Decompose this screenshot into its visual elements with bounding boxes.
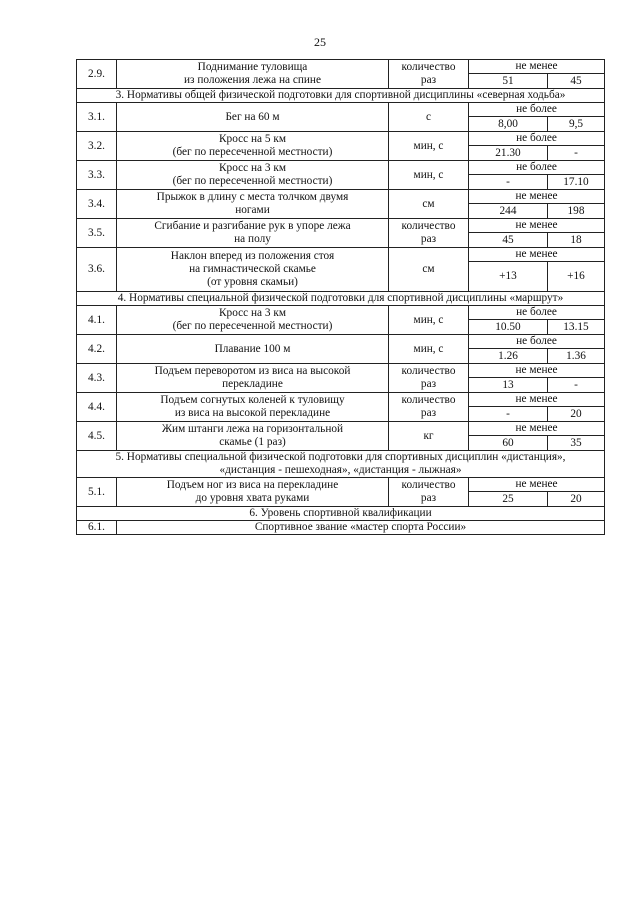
condition: не более — [469, 335, 605, 349]
cell-line: на полу — [234, 233, 271, 245]
unit — [389, 422, 469, 451]
unit — [389, 364, 469, 393]
unit — [389, 478, 469, 507]
norm-row — [77, 132, 605, 146]
row-number: 3.3. — [77, 161, 117, 190]
exercise-name — [117, 161, 389, 190]
section-header — [77, 292, 605, 306]
exercise-name — [117, 478, 389, 507]
norms-table — [76, 59, 605, 535]
value-male: +13 — [469, 262, 548, 292]
value-female: 13.15 — [548, 320, 605, 335]
norm-row — [77, 335, 605, 349]
value-female: 35 — [548, 436, 605, 451]
condition: не более — [469, 306, 605, 320]
condition: не менее — [469, 422, 605, 436]
condition: не более — [469, 103, 605, 117]
cell-line: Плавание 100 м — [214, 342, 291, 355]
unit — [389, 161, 469, 190]
value-male: 10.50 — [469, 320, 548, 335]
unit — [389, 335, 469, 364]
value-female: 20 — [548, 407, 605, 422]
cell-line: Кросс на 3 км — [219, 307, 286, 319]
page-number: 25 — [314, 35, 326, 49]
norm-row — [77, 190, 605, 204]
cell-line: Бег на 60 м — [225, 110, 280, 123]
cell-line: количество — [401, 479, 456, 491]
value-female: 1.36 — [548, 349, 605, 364]
value-male: 8,00 — [469, 117, 548, 132]
cell-line: Наклон вперед из положения стоя — [170, 250, 335, 262]
exercise-name — [117, 190, 389, 219]
norm-row — [77, 478, 605, 492]
row-number: 3.2. — [77, 132, 117, 161]
cell-line: (бег по пересеченной местности) — [172, 175, 333, 187]
condition: не более — [469, 132, 605, 146]
value-male: 51 — [469, 74, 548, 89]
section-title — [77, 451, 605, 478]
value-male: 13 — [469, 378, 548, 393]
norm-row — [77, 219, 605, 233]
cell-line: Подъем ног из виса на перекладине — [166, 479, 339, 491]
cell-line: на гимнастической скамье — [189, 263, 316, 275]
cell-line: количество — [401, 220, 456, 232]
exercise-name — [117, 422, 389, 451]
unit — [389, 306, 469, 335]
qualification-text: Спортивное звание «мастер спорта России» — [117, 521, 605, 535]
exercise-name — [117, 132, 389, 161]
cell-line: из виса на высокой перекладине — [174, 407, 331, 419]
cell-line: Подъем переворотом из виса на высокой — [154, 365, 351, 377]
cell-line: количество — [401, 365, 456, 377]
norm-row — [77, 422, 605, 436]
cell-line: Прыжок в длину с места толчком двумя — [156, 191, 349, 203]
unit — [389, 219, 469, 248]
section-title: 6. Уровень спортивной квалификации — [77, 507, 605, 521]
norm-row — [77, 393, 605, 407]
cell-line: скамье (1 раз) — [219, 436, 286, 448]
cell-line: 5. Нормативы специальной физической подготовки для спортивных дисциплин «дистанция», — [115, 451, 566, 463]
cell-line: количество — [401, 394, 456, 406]
value-male: 244 — [469, 204, 548, 219]
cell-line: раз — [420, 233, 437, 245]
value-female: 18 — [548, 233, 605, 248]
row-number: 5.1. — [77, 478, 117, 507]
row-number: 4.5. — [77, 422, 117, 451]
exercise-name — [117, 103, 389, 132]
cell-line: раз — [420, 378, 437, 390]
exercise-name — [117, 393, 389, 422]
value-female: +16 — [548, 262, 605, 292]
value-female: 17.10 — [548, 175, 605, 190]
row-number: 3.6. — [77, 248, 117, 292]
unit — [389, 103, 469, 132]
condition: не менее — [469, 364, 605, 378]
value-male: 21.30 — [469, 146, 548, 161]
condition: не менее — [469, 478, 605, 492]
row-number: 6.1. — [77, 521, 117, 535]
value-male: 45 — [469, 233, 548, 248]
cell-line: раз — [420, 407, 437, 419]
value-male: 1.26 — [469, 349, 548, 364]
row-number: 4.1. — [77, 306, 117, 335]
condition: не менее — [469, 190, 605, 204]
row-number: 3.5. — [77, 219, 117, 248]
cell-line: «дистанция - пешеходная», «дистанция - лыжная» — [219, 464, 462, 476]
section-header — [77, 89, 605, 103]
row-number: 3.1. — [77, 103, 117, 132]
norm-row — [77, 248, 605, 262]
condition: не менее — [469, 219, 605, 233]
value-female: 9,5 — [548, 117, 605, 132]
value-female: 20 — [548, 492, 605, 507]
unit — [389, 132, 469, 161]
value-female: 198 — [548, 204, 605, 219]
qualification-row — [77, 521, 605, 535]
norm-row — [77, 161, 605, 175]
cell-line: мин, с — [413, 342, 444, 355]
condition: не менее — [469, 60, 605, 74]
cell-line: мин, с — [413, 139, 444, 152]
unit — [389, 248, 469, 292]
section-title: 4. Нормативы специальной физической подготовки для спортивной дисциплины «маршрут» — [77, 292, 605, 306]
exercise-name — [117, 219, 389, 248]
cell-line: (бег по пересеченной местности) — [172, 320, 333, 332]
exercise-name — [117, 60, 389, 89]
exercise-name — [117, 306, 389, 335]
row-number: 4.4. — [77, 393, 117, 422]
norms-table-body — [77, 60, 605, 535]
condition: не менее — [469, 248, 605, 262]
value-male: 25 — [469, 492, 548, 507]
unit — [389, 393, 469, 422]
exercise-name — [117, 364, 389, 393]
row-number: 4.2. — [77, 335, 117, 364]
value-female: 45 — [548, 74, 605, 89]
row-number: 3.4. — [77, 190, 117, 219]
value-female: - — [548, 146, 605, 161]
norm-row — [77, 103, 605, 117]
section-header — [77, 507, 605, 521]
cell-line: с — [425, 110, 431, 123]
norm-row — [77, 60, 605, 74]
cell-line: Подъем согнутых коленей к туловищу — [160, 394, 345, 406]
cell-line: Сгибание и разгибание рук в упоре лежа — [154, 220, 351, 232]
value-male: 60 — [469, 436, 548, 451]
cell-line: количество — [401, 61, 456, 73]
value-female: - — [548, 378, 605, 393]
cell-line: Кросс на 3 км — [219, 162, 286, 174]
cell-line: из положения лежа на спине — [183, 74, 321, 86]
cell-line: до уровня хвата руками — [195, 492, 310, 504]
row-number: 2.9. — [77, 60, 117, 89]
cell-line: мин, с — [413, 313, 444, 326]
cell-line: (бег по пересеченной местности) — [172, 146, 333, 158]
value-male: - — [469, 407, 548, 422]
condition: не более — [469, 161, 605, 175]
unit — [389, 190, 469, 219]
cell-line: (от уровня скамьи) — [207, 276, 298, 288]
cell-line: мин, с — [413, 168, 444, 181]
cell-line: Поднимание туловища — [197, 61, 308, 73]
unit — [389, 60, 469, 89]
value-male: - — [469, 175, 548, 190]
cell-line: раз — [420, 74, 437, 86]
norm-row — [77, 306, 605, 320]
cell-line: ногами — [235, 204, 270, 216]
section-header — [77, 451, 605, 478]
cell-line: кг — [423, 429, 434, 442]
cell-line: Кросс на 5 км — [219, 133, 286, 145]
section-title: 3. Нормативы общей физической подготовки для спортивной дисциплины «северная ходьба» — [77, 89, 605, 103]
cell-line: раз — [420, 492, 437, 504]
cell-line: см — [422, 197, 435, 210]
norm-row — [77, 364, 605, 378]
condition: не менее — [469, 393, 605, 407]
exercise-name — [117, 248, 389, 292]
cell-line: перекладине — [222, 378, 283, 390]
row-number: 4.3. — [77, 364, 117, 393]
cell-line: Жим штанги лежа на горизонтальной — [161, 423, 344, 435]
cell-line: см — [422, 263, 435, 275]
exercise-name — [117, 335, 389, 364]
